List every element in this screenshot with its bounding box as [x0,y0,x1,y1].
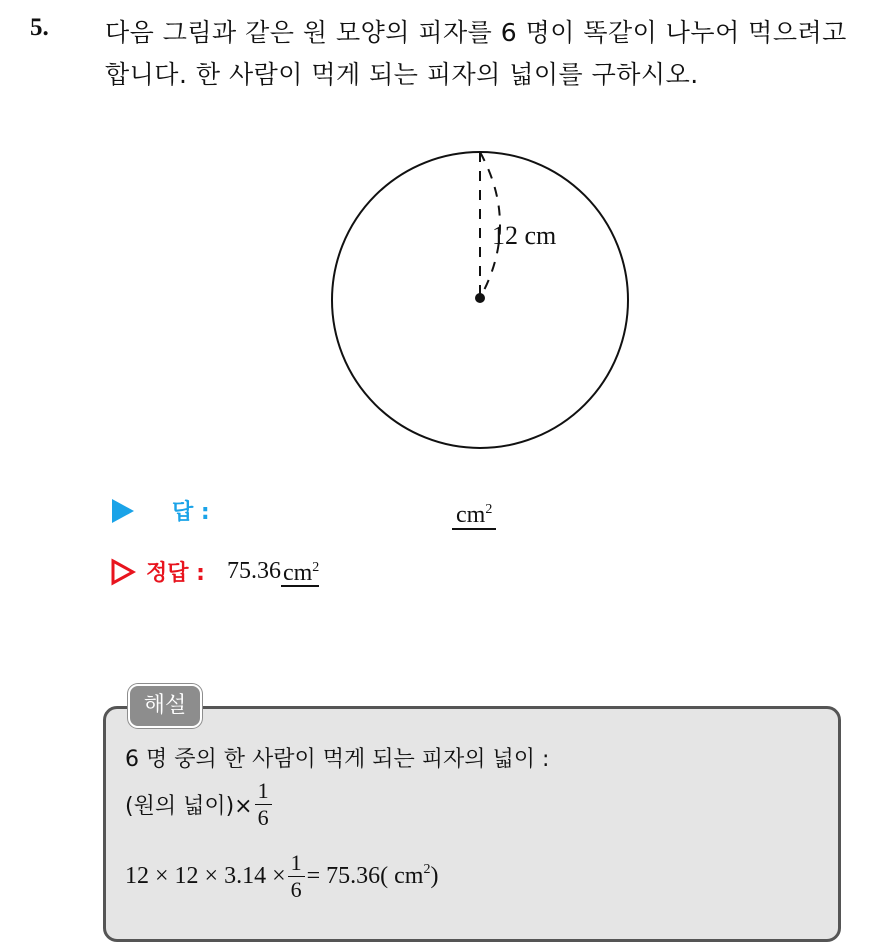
question-line-2: 합니다. 한 사람이 먹게 되는 피자의 넓이를 구하시오. [105,60,699,89]
solution-unit: cm [282,560,313,586]
explanation-line-3-close: ) [430,863,439,889]
answer-unit: cm [456,502,486,528]
center-dot [475,293,485,303]
question-line-1: 다음 그림과 같은 원 모양의 피자를 6 명이 똑같이 나누어 먹으려고 [105,18,847,47]
solution-label: 정답 : [146,561,205,586]
explanation-line-1: 6 명 중의 한 사람이 먹게 되는 피자의 넓이 : [125,747,550,772]
question-number: 5. [30,14,49,41]
question-text [105,12,875,96]
pizza-circle-figure [320,140,640,460]
explanation-line-3-suffix: = 75.36( cm [306,863,424,889]
answer-row [110,495,210,526]
fraction-one-sixth-2 [288,852,305,901]
solution-unit-wrap [281,556,319,587]
explanation-line-3 [125,852,438,901]
explanation-line-2-prefix: (원의 넓이)× [125,794,253,819]
fraction-numerator-2: 1 [288,852,305,877]
explanation-line-2 [125,780,274,829]
answer-label: 답 : [172,500,210,525]
filled-triangle-icon [110,497,136,525]
fraction-numerator: 1 [255,780,272,805]
explanation-line-3-exp: 2 [423,862,431,878]
fraction-one-sixth [255,780,272,829]
fraction-denominator: 6 [257,805,269,830]
fraction-denominator-2: 6 [290,877,302,902]
explanation-tag: 해설 [128,684,202,728]
answer-unit-exp: 2 [485,502,493,517]
radius-label: 12 cm [492,221,557,250]
solution-value: 75.36 [226,558,281,584]
solution-row [110,556,319,587]
answer-unit-blank[interactable] [452,497,496,530]
solution-unit-exp: 2 [312,560,320,575]
outline-triangle-icon [110,558,136,586]
explanation-line-3-prefix: 12 × 12 × 3.14 × [125,863,286,889]
